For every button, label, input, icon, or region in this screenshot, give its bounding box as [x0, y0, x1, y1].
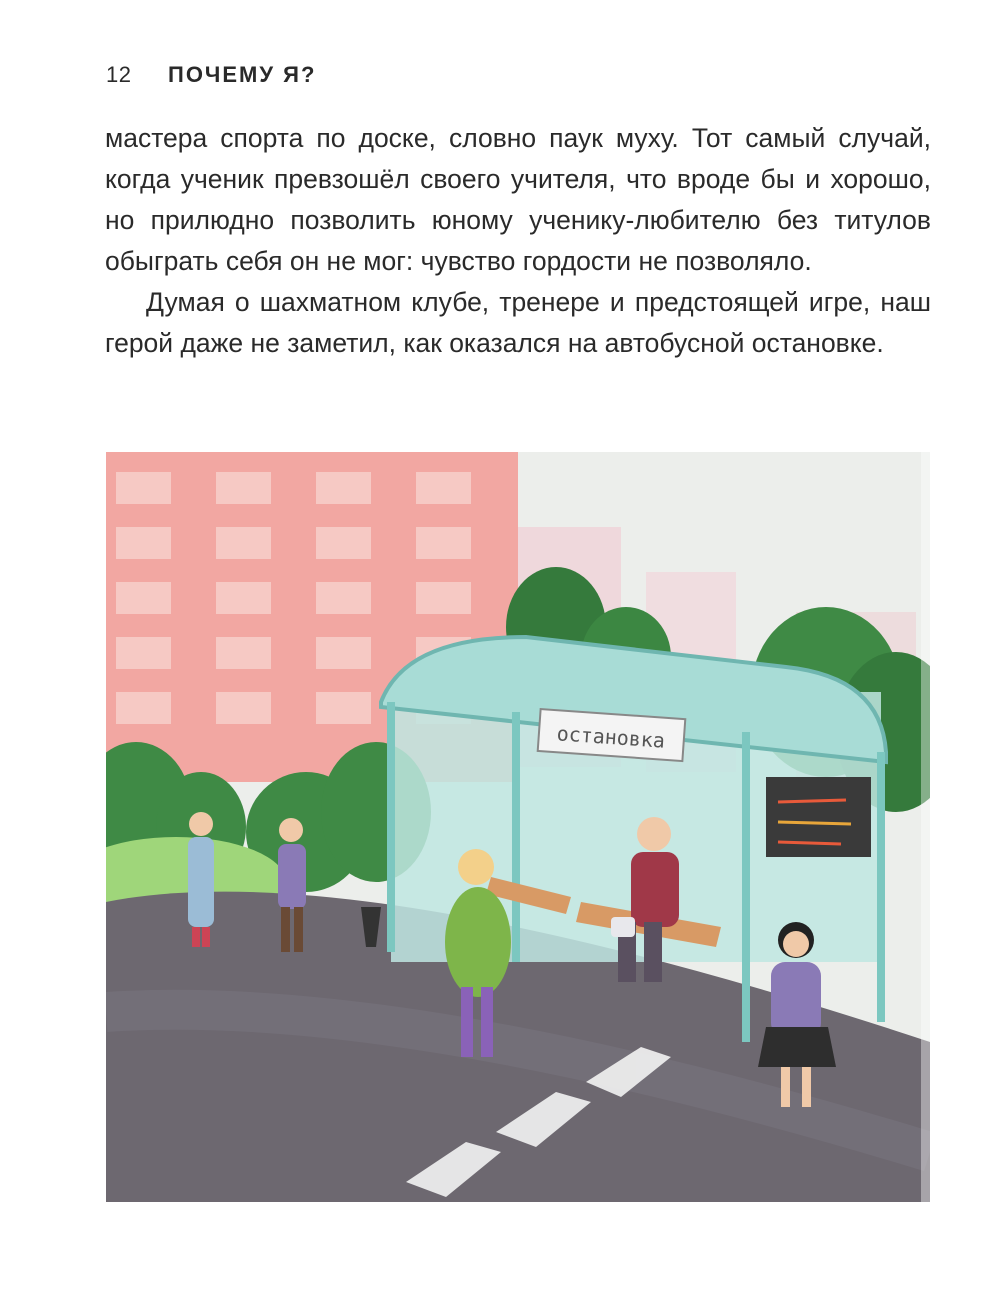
page-number: 12 [106, 62, 132, 87]
bus-stop-illustration [106, 452, 930, 1202]
paragraph: Думая о шахматном клубе, тренере и предстоящей игре, наш герой даже не заметил, как оказался на автобусной остановке. [105, 287, 931, 358]
departure-board [766, 777, 871, 857]
running-header [106, 62, 316, 88]
chapter-title: ПОЧЕМУ Я? [168, 62, 317, 87]
paragraph-continued: мастера спорта по доске, словно паук муху. Тот самый случай, когда ученик превзошёл своего учителя, что вроде бы и хорошо, но прилюдно позволить юному ученику-любителю без титулов обыграть себя он не мог: чувство гордости не позволяло. [105, 123, 931, 276]
stop-sign [538, 709, 686, 761]
stop-sign-label: остановка [555, 721, 666, 753]
body-text [105, 118, 931, 364]
